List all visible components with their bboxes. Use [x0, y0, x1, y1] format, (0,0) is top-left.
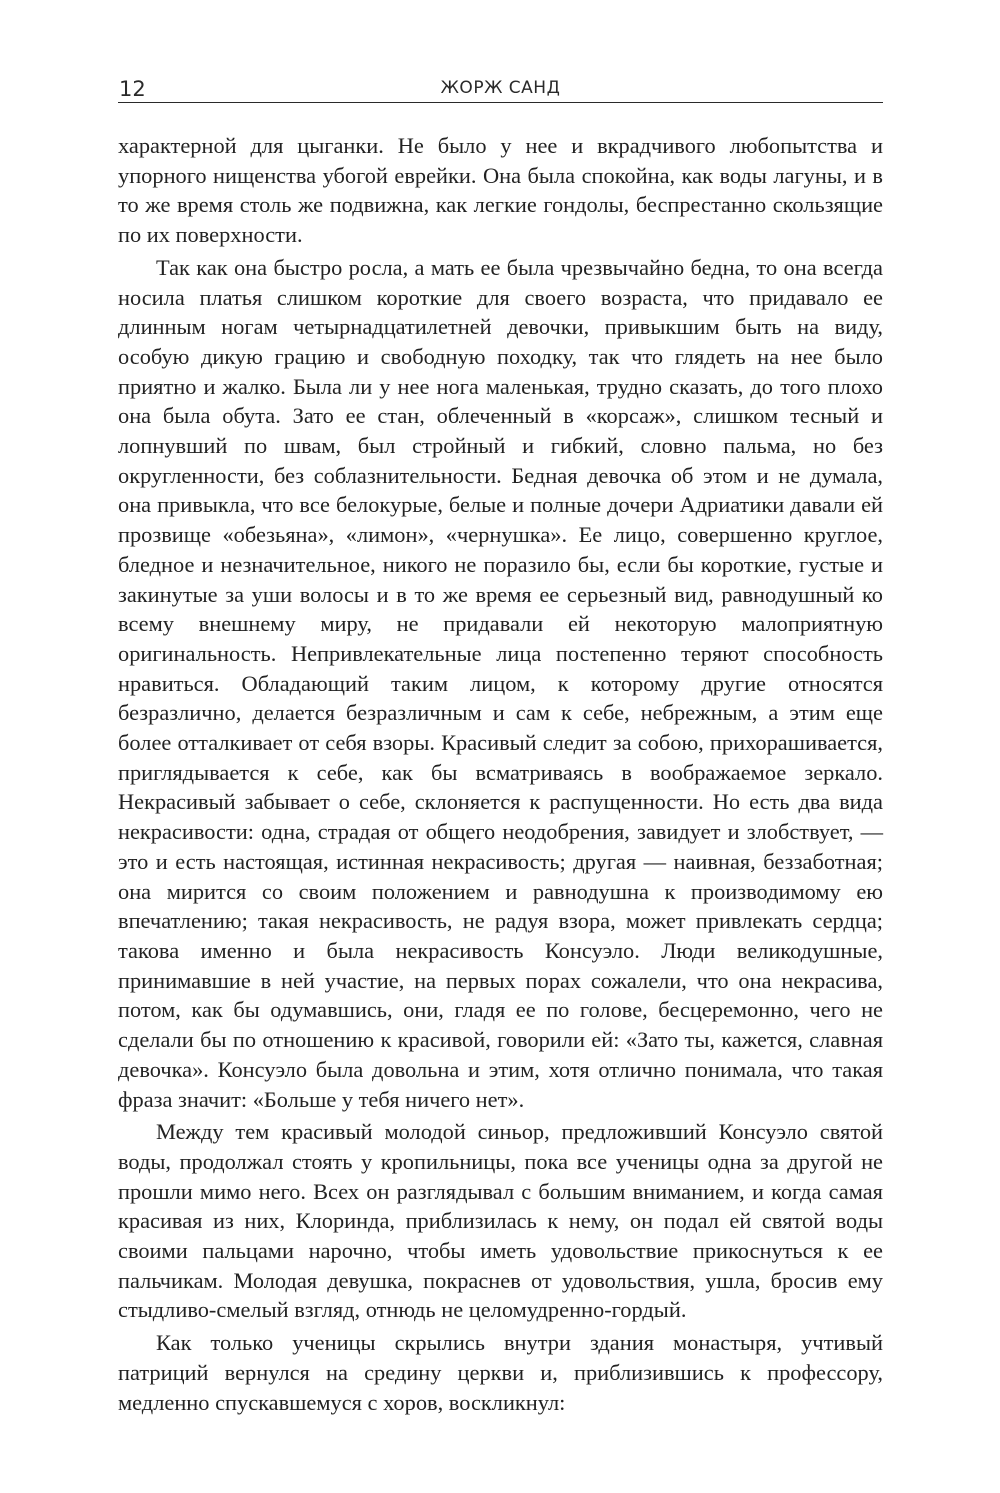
paragraph: Между тем красивый молодой синьор, предложивший Консуэло святой воды, продолжал стоять у кропильницы, пока все ученицы одна за другой не прошли мимо него. Всех он разглядывал с большим вниманием, и когда самая красивая из них, Клоринда, приблизилась к нему, он подал ей святой воды своими пальцами нарочно, чтобы иметь удовольствие прикоснуться к ее пальчикам. Молодая девушка, покраснев от удовольствия, ушла, бросив ему стыдливо-смелый взгляд, отнюдь не целомудренно-гордый.: [118, 1119, 883, 1323]
paragraph: характерной для цыганки. Не было у нее и вкрадчивого любопытства и упорного нищенства убогой еврейки. Она была спокойна, как воды лагуны, и в то же время столь же подвижна, как легкие гондолы, беспрестанно скользящие по их поверхности.: [118, 133, 883, 248]
paragraph: Так как она быстро росла, а мать ее была чрезвычайно бедна, то она всегда носила платья слишком короткие для своего возраста, что придавало ее длинным ногам четырнадцатилетней девочки, привыкшим быть на виду, особую дикую грацию и свободную походку, так что глядеть на нее было приятно и жалко. Была ли у нее нога маленькая, трудно сказать, до того плохо она была обута. Зато ее стан, облеченный в «корсаж», слишком тесный и лопнувший по швам, был стройный и гибкий, словно пальма, но без округленности, без соблазнительности. Бедная девочка об этом и не думала, она привыкла, что все белокурые, белые и полные дочери Адриатики давали ей прозвище «обезьяна», «лимон», «чернушка». Ее лицо, совершенно круглое, бледное и незначительное, никого не поразило бы, если бы короткие, густые и закинутые за уши волосы и в то же время ее серьезный вид, равнодушный ко всему внешнему миру, не придавали ей некоторую малоприятную оригинальность. Непривлекательные лица постепенно теряют способность нравиться. Обладающий таким лицом, к которому другие относятся безразлично, делается безразличным и сам к себе, небрежным, а этим еще более отталкивает от себя взоры. Красивый следит за собою, прихорашивается, приглядывается к себе, как бы всматриваясь в воображаемое зеркало. Некрасивый забывает о себе, склоняется к распущенности. Но есть два вида некрасивости: одна, страдая от общего неодобрения, завидует и злобствует, — это и есть настоящая, истинная некрасивость; другая — наивная, беззаботная; она мирится со своим положением и равнодушна к производимому ею впечатлению; такая некрасивость, не радуя взора, может привлекать сердца; такова именно и была некрасивость Консуэло. Люди великодушные, принимавшие в ней участие, на первых порах сожалели, что она некрасива, потом, как бы одумавшись, они, гладя ее по голове, бесцеремонно, чего не сделали бы по отношению к красивой, говорили ей: «Зато ты, кажется, славная девочка». Консуэло была довольна и этим, хотя отлично понимала, что такая фраза значит: «Больше у тебя ничего нет».: [118, 254, 883, 1112]
running-title: ЖОРЖ САНД: [440, 78, 561, 98]
page-number: 12: [119, 77, 146, 101]
body-text: [118, 131, 883, 1420]
paragraph: Как только ученицы скрылись внутри здания монастыря, учтивый патриций вернулся на средину церкви и, приблизившись к профессору, медленно спускавшемуся с хоров, воскликнул:: [118, 1330, 883, 1415]
running-header: [118, 74, 883, 103]
